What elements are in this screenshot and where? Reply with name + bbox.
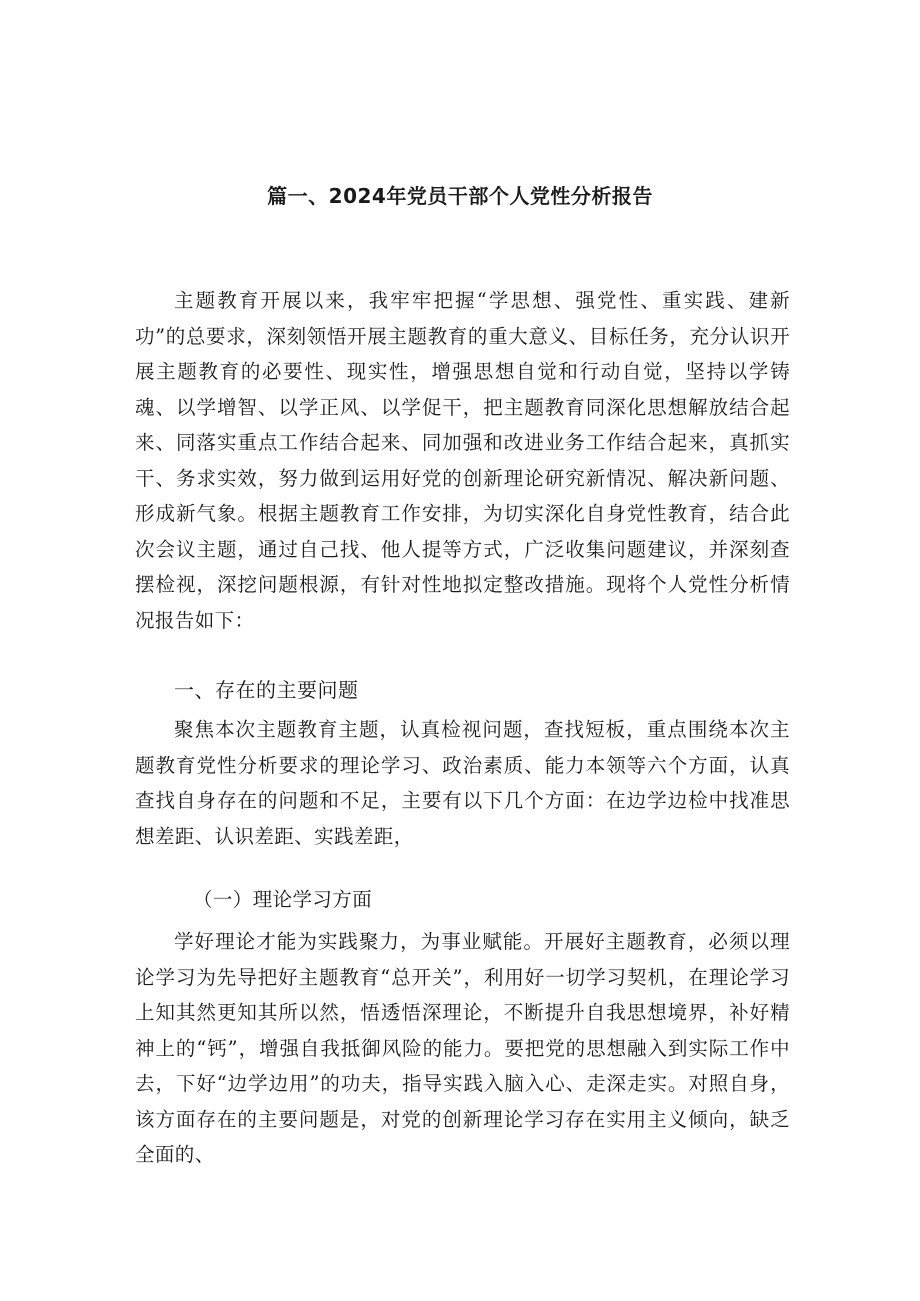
section-paragraph: 聚焦本次主题教育主题，认真检视问题，查找短板，重点围绕本次主题教育党性分析要求的理论学习、政治素质、能力本领等六个方面，认真查找自身存在的问题和不足，主要有以下几个方面：在边学边检中找准思想差距、认识差距、实践差距，	[135, 718, 790, 848]
subsection-paragraph: 学好理论才能为实践聚力，为事业赋能。开展好主题教育，必须以理论学习为先导把好主题教育“总开关”，利用好一切学习契机，在理论学习上知其然更知其所以然，悟透悟深理论，不断提升自我思想境界，补好精神上的“钙”，增强自我抵御风险的能力。要把党的思想融入到实际工作中去，下好“边学边用”的功夫，指导实践入脑入心、走深走实。对照自身，该方面存在的主要问题是，对党的创新理论学习存在实用主义倾向，缺乏全面的、	[135, 930, 790, 1166]
subsection-heading-theory-study: （一）理论学习方面	[193, 888, 373, 911]
intro-paragraph: 主题教育开展以来，我牢牢把握“学思想、强党性、重实践、建新功”的总要求，深刻领悟开展主题教育的重大意义、目标任务，充分认识开展主题教育的必要性、现实性，增强思想自觉和行动自觉，坚持以学铸魂、以学增智、以学正风、以学促干，把主题教育同深化思想解放结合起来、同落实重点工作结合起来、同加强和改进业务工作结合起来，真抓实干、务求实效，努力做到运用好党的创新理论研究新情况、解决新问题、形成新气象。根据主题教育工作安排，为切实深化自身党性教育，结合此次会议主题，通过自己找、他人提等方式，广泛收集问题建议，并深刻查摆检视，深挖问题根源，有针对性地拟定整改措施。现将个人党性分析情况报告如下：	[135, 289, 790, 632]
section-heading-main-problems: 一、存在的主要问题	[174, 678, 359, 702]
document-title: 篇一、2024年党员干部个人党性分析报告	[267, 184, 653, 208]
